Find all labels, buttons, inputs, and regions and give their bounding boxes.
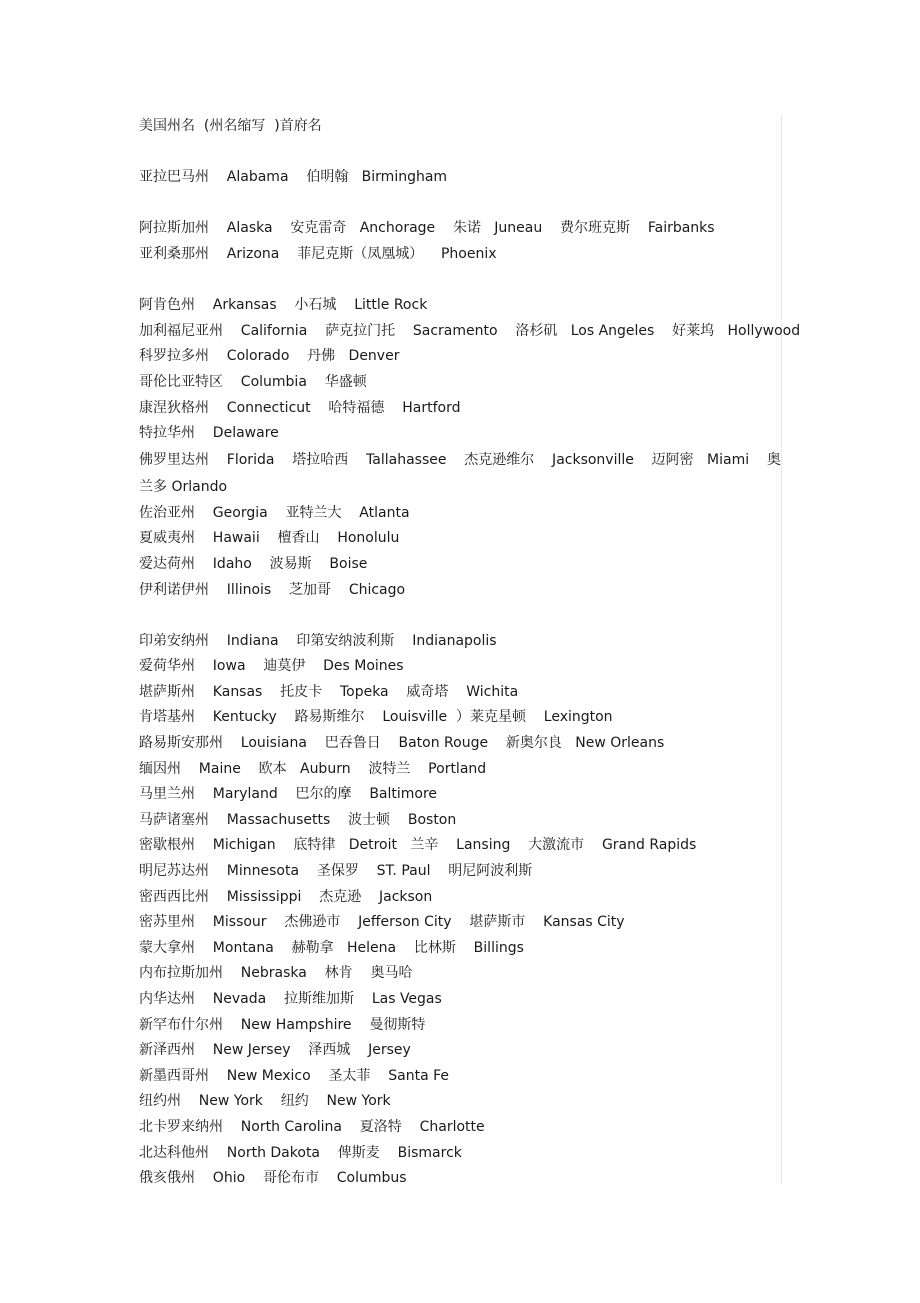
state-entry-maine: 缅因州 Maine 欧本 Auburn 波特兰 Portland [139,760,487,777]
state-entry-hawaii: 夏威夷州 Hawaii 檀香山 Honolulu [139,530,400,547]
state-entry-idaho: 爱达荷州 Idaho 波易斯 Boise [139,555,368,572]
blank-line [139,603,784,629]
state-entry-nevada: 内华达州 Nevada 拉斯维加斯 Las Vegas [139,991,442,1007]
state-entry-new-jersey: 新泽西州 New Jersey 泽西城 Jersey [139,1042,411,1059]
document-title: 美国州名 (州名缩写 )首府名 [139,118,322,134]
state-entry-colorado: 科罗拉多州 Colorado 丹佛 Denver [139,348,400,365]
state-entry-north-carolina: 北卡罗来纳州 North Carolina 夏洛特 Charlotte [139,1118,485,1135]
state-entry-kansas: 堪萨斯州 Kansas 托皮卡 Topeka 威奇塔 Wichita [139,683,519,700]
state-entry-new-york: 纽约州 New York 纽约 New York [139,1093,391,1110]
state-entry-north-dakota: 北达科他州 North Dakota 俾斯麦 Bismarck [139,1144,462,1161]
state-entry-georgia: 佐治亚州 Georgia 亚特兰大 Atlanta [139,504,410,521]
state-entry-florida: 佛罗里达州 Florida 塔拉哈西 Tallahassee 杰克逊维尔 Jacksonville 迈阿密 Miami 奥兰多 Orlando [139,451,781,495]
state-entry-missouri: 密苏里州 Missour 杰佛逊市 Jefferson City 堪萨斯市 Kansas City [139,914,625,931]
state-entry-michigan: 密歇根州 Michigan 底特律 Detroit 兰辛 Lansing 大激流市 Grand Rapids [139,837,697,854]
state-entry-delaware: 特拉华州 Delaware [139,425,279,442]
state-entry-columbia: 哥伦比亚特区 Columbia 华盛顿 [139,373,367,390]
state-entry-arkansas: 阿肯色州 Arkansas 小石城 Little Rock [139,297,428,314]
state-entry-iowa: 爱荷华州 Iowa 迪莫伊 Des Moines [139,658,404,675]
state-entry-arizona: 亚利桑那州 Arizona 菲尼克斯（凤凰城） Phoenix [139,245,497,262]
state-entry-nebraska: 内布拉斯加州 Nebraska 林肯 奥马哈 [139,965,413,982]
state-entry-alaska: 阿拉斯加州 Alaska 安克雷奇 Anchorage 朱诺 Juneau 费尔班克斯 Fairbanks [139,220,715,237]
state-entry-new-hampshire: 新罕布什尔州 New Hampshire 曼彻斯特 [139,1016,426,1033]
state-entry-indiana: 印弟安纳州 Indiana 印第安纳波利斯 Indianapolis [139,632,497,649]
state-entry-ohio: 俄亥俄州 Ohio 哥伦布市 Columbus [139,1170,407,1187]
state-entry-louisiana: 路易斯安那州 Louisiana 巴吞鲁日 Baton Rouge 新奥尔良 New Orleans [139,735,665,752]
state-entry-minnesota: 明尼苏达州 Minnesota 圣保罗 ST. Paul 明尼阿波利斯 [139,863,533,880]
state-entry-mississippi: 密西西比州 Mississippi 杰克逊 Jackson [139,888,433,905]
state-entry-connecticut: 康涅狄格州 Connecticut 哈特福德 Hartford [139,399,461,416]
state-entry-california: 加利福尼亚州 California 萨克拉门托 Sacramento 洛杉矶 Los Angeles 好莱坞 Hollywood [139,322,801,339]
state-entry-new-mexico: 新墨西哥州 New Mexico 圣太菲 Santa Fe [139,1067,450,1084]
state-entry-alabama: 亚拉巴马州 Alabama 伯明翰 Birmingham [139,169,448,186]
state-entry-kentucky: 肯塔基州 Kentucky 路易斯维尔 Louisville ）莱克星顿 Lexington [139,709,613,726]
state-entry-massachusetts: 马萨诸塞州 Massachusetts 波士顿 Boston [139,811,457,828]
blank-line [139,268,784,294]
blank-line [139,191,784,217]
state-entry-montana: 蒙大拿州 Montana 赫勒拿 Helena 比林斯 Billings [139,939,524,956]
blank-line [139,140,784,166]
state-entry-maryland: 马里兰州 Maryland 巴尔的摩 Baltimore [139,786,438,803]
document-body [139,114,801,1192]
state-entry-illinois: 伊利诺伊州 Illinois 芝加哥 Chicago [139,581,406,598]
